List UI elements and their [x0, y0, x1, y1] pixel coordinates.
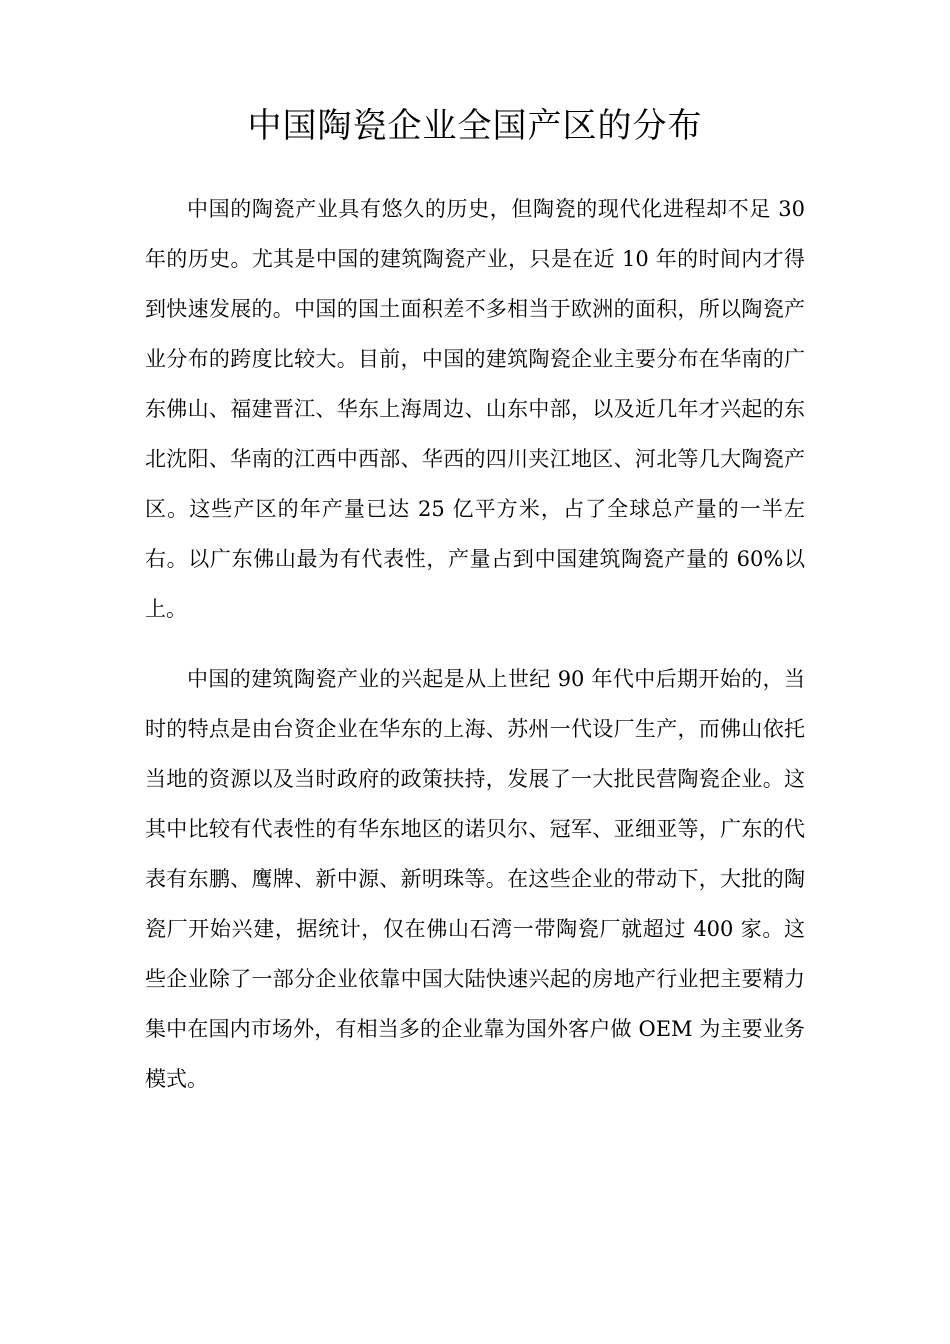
document-title: 中国陶瓷企业全国产区的分布 [247, 106, 703, 146]
paragraph-1: 中国的陶瓷产业具有悠久的历史，但陶瓷的现代化进程却不足 30 年的历史。尤其是中国的建筑陶瓷产业，只是在近 10 年的时间内才得到快速发展的。中国的国土面积差不多相当于欧洲的面积，所以陶瓷产业分布的跨度比较大。目前，中国的建筑陶瓷企业主要分布在华南的广东佛山、福建晋江、华东上海周边、山东中部，以及近几年才兴起的东北沈阳、华南的江西中西部、华西的四川夹江地区、河北等几大陶瓷产区。这些产区的年产量已达 25 亿平方米，占了全球总产量的一半左右。以广东佛山最为有代表性，产量占到中国建筑陶瓷产量的 60%以上。 [145, 197, 805, 621]
paragraph-2: 中国的建筑陶瓷产业的兴起是从上世纪 90 年代中后期开始的，当时的特点是由台资企业在华东的上海、苏州一代设厂生产，而佛山依托当地的资源以及当时政府的政策扶持，发展了一大批民营陶瓷企业。这其中比较有代表性的有华东地区的诺贝尔、冠军、亚细亚等，广东的代表有东鹏、鹰牌、新中源、新明珠等。在这些企业的带动下，大批的陶瓷厂开始兴建，据统计，仅在佛山石湾一带陶瓷厂就超过 400 家。这些企业除了一部分企业依靠中国大陆快速兴起的房地产行业把主要精力集中在国内市场外，有相当多的企业靠为国外客户做 OEM 为主要业务模式。 [145, 667, 805, 1091]
